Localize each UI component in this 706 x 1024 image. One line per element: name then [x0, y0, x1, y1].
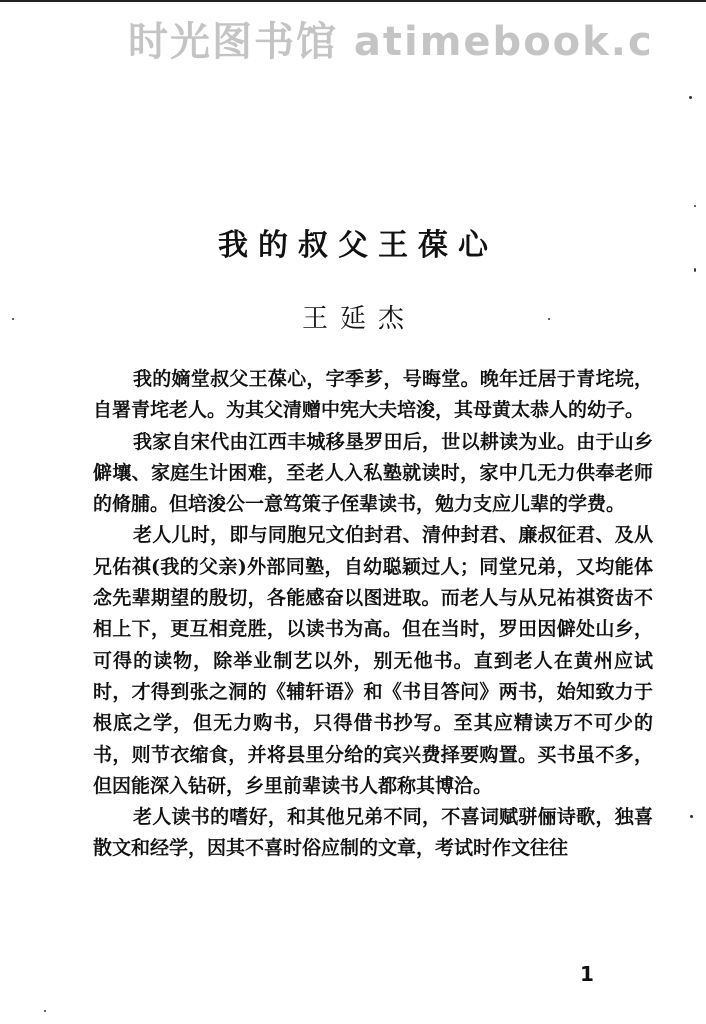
- article-author: 王延杰: [301, 304, 416, 334]
- paragraph: 我的嫡堂叔父王葆心，字季芗，号晦堂。晚年迁居于青垞垸，自署青垞老人。为其父清赠中宪大夫培浚，其母黄太恭人的幼子。: [93, 368, 653, 422]
- scan-speck: [12, 318, 14, 320]
- scan-speck: [689, 96, 692, 99]
- scan-speck: [694, 205, 696, 207]
- scan-speck: [548, 318, 550, 320]
- watermark: 时光图书馆 atimebook.c: [128, 19, 654, 65]
- paragraph: 老人读书的嗜好，和其他兄弟不同，不喜词赋骈俪诗歌，独喜散文和经学，因其不喜时俗应制的文章，考试时作文往往: [93, 806, 653, 860]
- article-body: [93, 364, 653, 865]
- scan-speck: [690, 815, 693, 818]
- top-rule: [0, 0, 706, 2]
- page-number: 1: [580, 962, 594, 986]
- paragraph: 老人儿时，即与同胞兄文伯封君、清仲封君、廉叔征君、及从兄佑祺(我的父亲)外部同塾，自幼聪颖过人；同堂兄弟，又均能体念先辈期望的殷切，各能感奋以图进取。而老人与从兄祐祺资齿不相上下，更互相竞胜，以读书为高。但在当时，罗田因僻处山乡，可得的读物，除举业制艺以外，别无他书。直到老人在黄州应试时，才得到张之洞的《辅轩语》和《书目答问》两书，始知致力于根底之学，但无力购书，只得借书抄写。至其应精读万不可少的书，则节衣缩食，并将县里分给的宾兴费择要购置。买书虽不多，但因能深入钻研，乡里前辈读书人都称其博洽。: [93, 524, 653, 797]
- paragraph: 我家自宋代由江西丰城移垦罗田后，世以耕读为业。由于山乡僻壤、家庭生计困难，至老人入私塾就读时，家中几无力供奉老师的脩脯。但培浚公一意笃策子侄辈读书，勉力支应儿辈的学费。: [93, 430, 653, 516]
- scan-speck: [694, 268, 696, 272]
- article-title: 我的叔父王葆心: [218, 228, 498, 263]
- scan-speck: [44, 1010, 46, 1012]
